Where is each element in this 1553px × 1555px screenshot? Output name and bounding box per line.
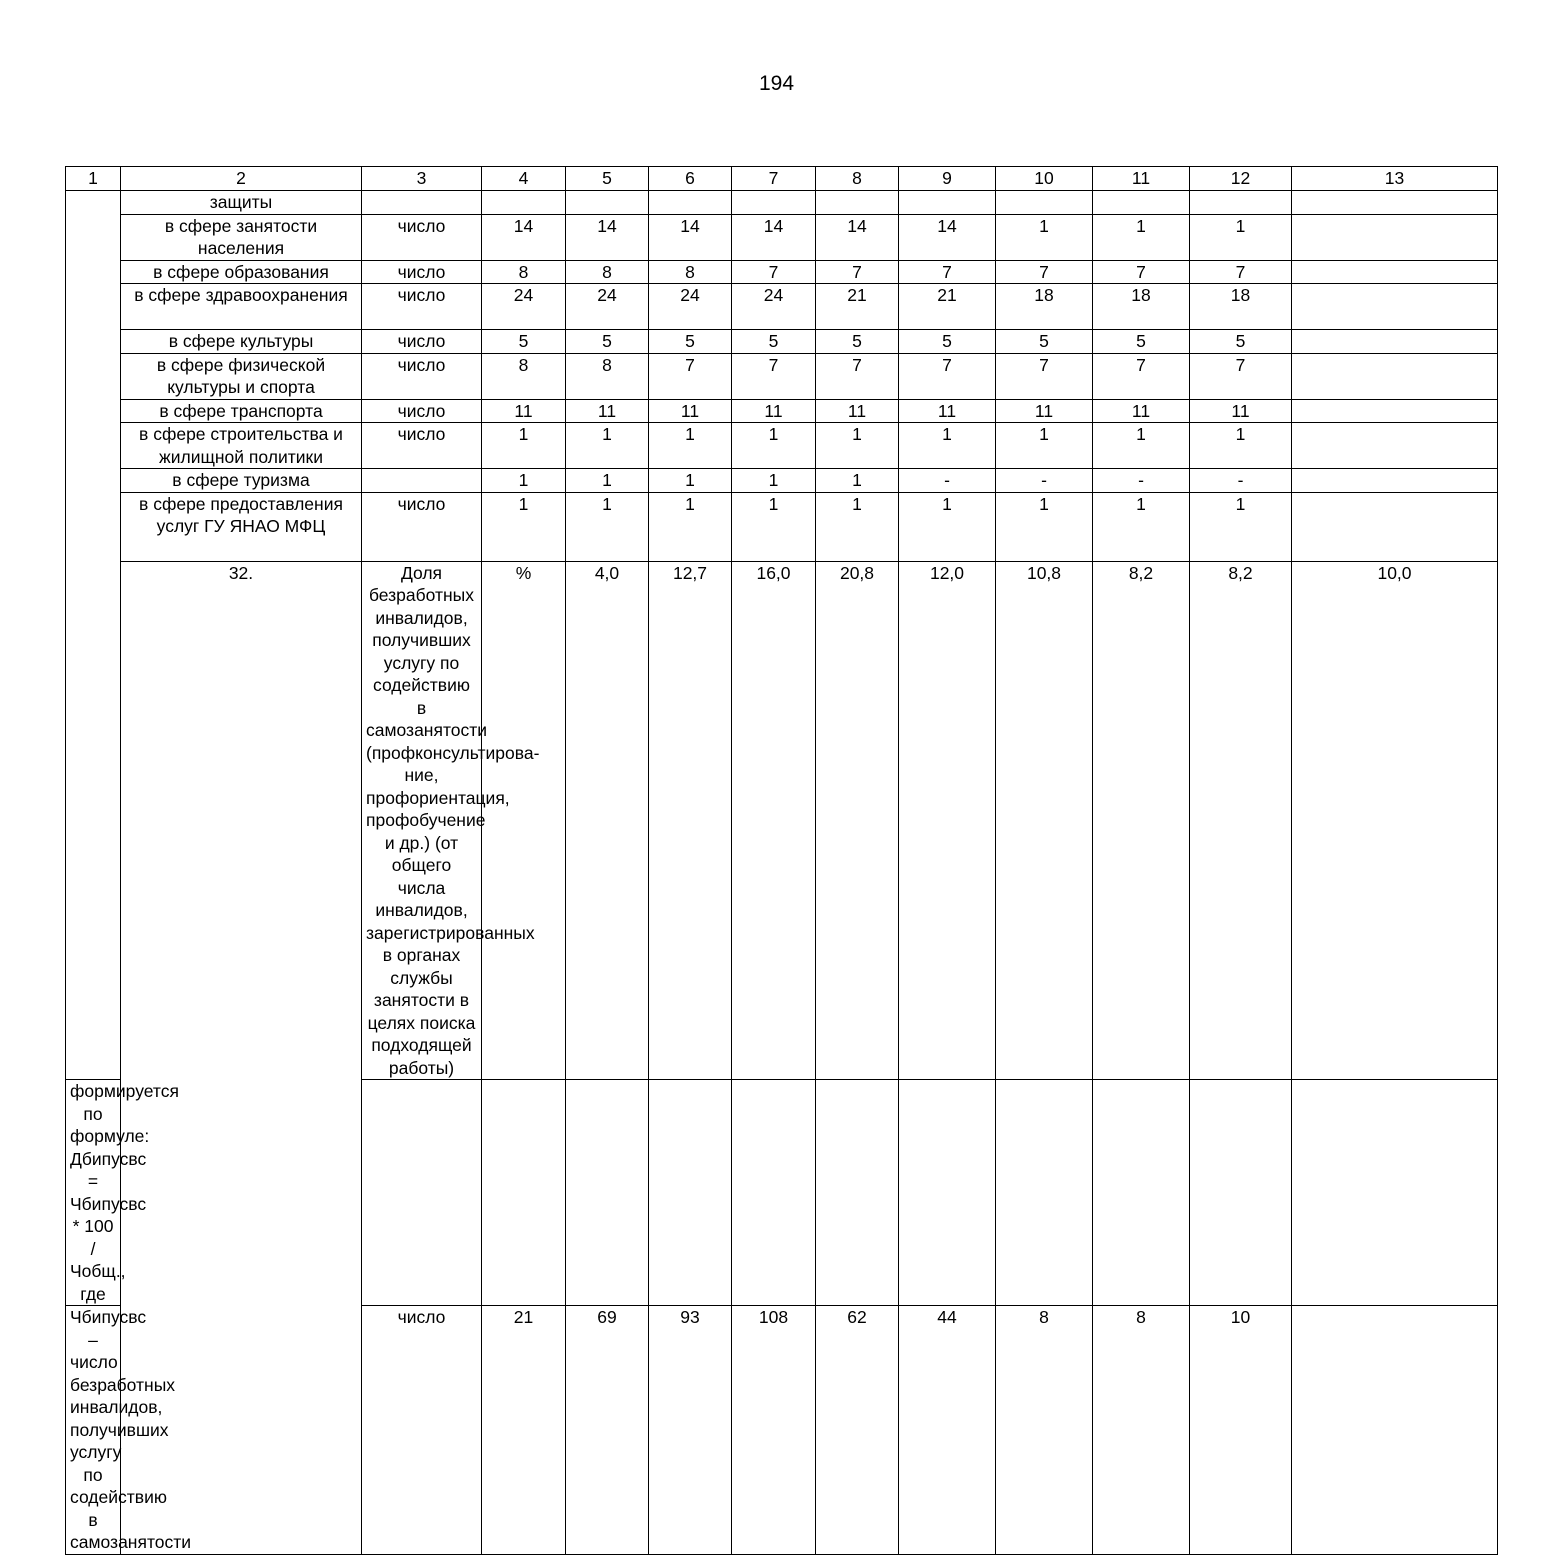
indicator-cell: в сфере предоставления услуг ГУ ЯНАО МФЦ bbox=[121, 492, 362, 561]
responsible-cell bbox=[1292, 492, 1498, 561]
unit-cell bbox=[362, 469, 482, 493]
value-cell: 8 bbox=[996, 1306, 1093, 1555]
table-row bbox=[66, 423, 1498, 469]
value-cell: - bbox=[1093, 469, 1190, 493]
value-cell: 24 bbox=[732, 284, 816, 330]
value-cell bbox=[482, 1080, 566, 1306]
indicators-table bbox=[65, 166, 1498, 1555]
responsible-cell bbox=[1292, 423, 1498, 469]
value-cell: 1 bbox=[566, 423, 649, 469]
indicator-cell: в сфере туризма bbox=[121, 469, 362, 493]
value-cell: 11 bbox=[732, 399, 816, 423]
value-cell bbox=[732, 1080, 816, 1306]
row-number-cell bbox=[66, 190, 121, 1080]
value-cell bbox=[732, 190, 816, 214]
value-cell: 24 bbox=[482, 284, 566, 330]
value-cell: 4,0 bbox=[566, 561, 649, 1080]
table-row bbox=[66, 353, 1498, 399]
value-cell: 5 bbox=[996, 330, 1093, 354]
value-cell bbox=[1093, 1080, 1190, 1306]
table-row bbox=[66, 399, 1498, 423]
value-cell: 11 bbox=[566, 399, 649, 423]
unit-cell: число bbox=[362, 492, 482, 561]
indicator-cell: формируется по формуле: Дбипусвс = Чбипусвс * 100 / Чобщ., где bbox=[66, 1080, 121, 1306]
table-row bbox=[66, 214, 1498, 260]
value-cell: 10,8 bbox=[996, 561, 1093, 1080]
value-cell: 1 bbox=[482, 492, 566, 561]
value-cell: 5 bbox=[566, 330, 649, 354]
column-number: 12 bbox=[1190, 167, 1292, 191]
value-cell: 5 bbox=[899, 330, 996, 354]
indicator-cell: Чбипусвс – число безработных инвалидов, получивших услугу по содействию в самозанятости bbox=[66, 1306, 121, 1555]
column-number: 10 bbox=[996, 167, 1093, 191]
value-cell: - bbox=[899, 469, 996, 493]
unit-cell: число bbox=[362, 353, 482, 399]
indicator-cell: в сфере строительства и жилищной политики bbox=[121, 423, 362, 469]
value-cell: 8,2 bbox=[1093, 561, 1190, 1080]
unit-cell: число bbox=[362, 284, 482, 330]
value-cell: 1 bbox=[1190, 423, 1292, 469]
indicator-cell: Доля безработных инвалидов, получивших услугу по содействию в самозанятости (профконсультирова-ние, профориентация, профобучение и др.) (от общего числа инвалидов, зарегистрированных в органах службы занятости в целях поиска подходящей работы) bbox=[362, 561, 482, 1080]
value-cell: 8 bbox=[1093, 1306, 1190, 1555]
value-cell bbox=[816, 190, 899, 214]
responsible-cell bbox=[1292, 399, 1498, 423]
value-cell: 7 bbox=[732, 353, 816, 399]
responsible-cell bbox=[1292, 1080, 1498, 1306]
indicator-cell: в сфере транспорта bbox=[121, 399, 362, 423]
indicator-cell: в сфере здравоохранения bbox=[121, 284, 362, 330]
indicator-cell: в сфере культуры bbox=[121, 330, 362, 354]
table-row bbox=[66, 561, 1498, 1080]
responsible-cell bbox=[1292, 353, 1498, 399]
value-cell: 1 bbox=[1190, 214, 1292, 260]
value-cell: 11 bbox=[816, 399, 899, 423]
responsible-cell bbox=[1292, 260, 1498, 284]
value-cell: 11 bbox=[1190, 399, 1292, 423]
value-cell bbox=[816, 1080, 899, 1306]
value-cell: 1 bbox=[482, 469, 566, 493]
responsible-cell bbox=[1292, 1306, 1498, 1555]
unit-cell: число bbox=[362, 399, 482, 423]
value-cell: 5 bbox=[1093, 330, 1190, 354]
value-cell bbox=[482, 190, 566, 214]
responsible-cell bbox=[1292, 284, 1498, 330]
value-cell: 14 bbox=[732, 214, 816, 260]
value-cell: 14 bbox=[482, 214, 566, 260]
value-cell: 7 bbox=[996, 260, 1093, 284]
value-cell: 7 bbox=[996, 353, 1093, 399]
value-cell: 12,7 bbox=[649, 561, 732, 1080]
value-cell: 14 bbox=[899, 214, 996, 260]
column-number: 3 bbox=[362, 167, 482, 191]
value-cell: 24 bbox=[566, 284, 649, 330]
value-cell: 7 bbox=[1093, 353, 1190, 399]
table-row bbox=[66, 284, 1498, 330]
value-cell: 7 bbox=[816, 353, 899, 399]
value-cell bbox=[1190, 1080, 1292, 1306]
value-cell: 11 bbox=[899, 399, 996, 423]
value-cell bbox=[1190, 190, 1292, 214]
indicator-cell: в сфере физической культуры и спорта bbox=[121, 353, 362, 399]
value-cell: 21 bbox=[482, 1306, 566, 1555]
indicator-cell: в сфере образования bbox=[121, 260, 362, 284]
value-cell: 20,8 bbox=[816, 561, 899, 1080]
value-cell: 1 bbox=[1093, 492, 1190, 561]
value-cell: 7 bbox=[1190, 353, 1292, 399]
responsible-cell bbox=[1292, 469, 1498, 493]
table-row bbox=[66, 260, 1498, 284]
unit-cell: % bbox=[482, 561, 566, 1080]
value-cell: 1 bbox=[1093, 214, 1190, 260]
value-cell: 5 bbox=[649, 330, 732, 354]
column-number: 1 bbox=[66, 167, 121, 191]
value-cell: 8 bbox=[566, 353, 649, 399]
value-cell: 108 bbox=[732, 1306, 816, 1555]
value-cell: 1 bbox=[649, 469, 732, 493]
value-cell bbox=[649, 1080, 732, 1306]
column-number: 4 bbox=[482, 167, 566, 191]
value-cell: 11 bbox=[482, 399, 566, 423]
value-cell bbox=[1093, 190, 1190, 214]
value-cell: 21 bbox=[899, 284, 996, 330]
responsible-cell bbox=[1292, 214, 1498, 260]
value-cell: 7 bbox=[1093, 260, 1190, 284]
value-cell: 18 bbox=[1093, 284, 1190, 330]
value-cell: 1 bbox=[996, 423, 1093, 469]
row-number-cell: 32. bbox=[121, 561, 362, 1554]
value-cell: 1 bbox=[816, 469, 899, 493]
value-cell: 1 bbox=[996, 214, 1093, 260]
value-cell: 7 bbox=[649, 353, 732, 399]
value-cell: 1 bbox=[566, 492, 649, 561]
value-cell: 8,2 bbox=[1190, 561, 1292, 1080]
value-cell: 1 bbox=[899, 492, 996, 561]
value-cell: 1 bbox=[732, 469, 816, 493]
value-cell bbox=[566, 1080, 649, 1306]
column-number: 6 bbox=[649, 167, 732, 191]
column-number: 5 bbox=[566, 167, 649, 191]
column-number: 13 bbox=[1292, 167, 1498, 191]
value-cell bbox=[996, 190, 1093, 214]
unit-cell: число bbox=[362, 1306, 482, 1555]
value-cell: 7 bbox=[899, 260, 996, 284]
value-cell bbox=[566, 190, 649, 214]
value-cell: 7 bbox=[1190, 260, 1292, 284]
value-cell: 7 bbox=[899, 353, 996, 399]
value-cell: 1 bbox=[816, 492, 899, 561]
value-cell: 1 bbox=[1190, 492, 1292, 561]
value-cell: 5 bbox=[816, 330, 899, 354]
value-cell: 11 bbox=[1093, 399, 1190, 423]
value-cell: 1 bbox=[649, 423, 732, 469]
table-row bbox=[66, 190, 1498, 214]
unit-cell bbox=[362, 190, 482, 214]
value-cell: 5 bbox=[482, 330, 566, 354]
table-row bbox=[66, 330, 1498, 354]
table-row bbox=[66, 492, 1498, 561]
value-cell: 16,0 bbox=[732, 561, 816, 1080]
value-cell: 7 bbox=[816, 260, 899, 284]
value-cell: 8 bbox=[566, 260, 649, 284]
column-number: 7 bbox=[732, 167, 816, 191]
column-number: 9 bbox=[899, 167, 996, 191]
value-cell: - bbox=[996, 469, 1093, 493]
value-cell bbox=[899, 190, 996, 214]
value-cell: 14 bbox=[816, 214, 899, 260]
value-cell: 1 bbox=[899, 423, 996, 469]
table-row bbox=[66, 469, 1498, 493]
page-number: 194 bbox=[758, 72, 795, 95]
value-cell: 69 bbox=[566, 1306, 649, 1555]
value-cell: 44 bbox=[899, 1306, 996, 1555]
unit-cell: число bbox=[362, 330, 482, 354]
value-cell: 1 bbox=[816, 423, 899, 469]
unit-cell: число bbox=[362, 214, 482, 260]
value-cell: 8 bbox=[482, 260, 566, 284]
value-cell: 14 bbox=[566, 214, 649, 260]
unit-cell bbox=[362, 1080, 482, 1306]
value-cell: 21 bbox=[816, 284, 899, 330]
value-cell: 1 bbox=[1093, 423, 1190, 469]
value-cell: 1 bbox=[566, 469, 649, 493]
column-number: 2 bbox=[121, 167, 362, 191]
value-cell: 18 bbox=[996, 284, 1093, 330]
value-cell: 8 bbox=[482, 353, 566, 399]
value-cell: 1 bbox=[482, 423, 566, 469]
value-cell: 24 bbox=[649, 284, 732, 330]
value-cell: 11 bbox=[649, 399, 732, 423]
value-cell: 5 bbox=[732, 330, 816, 354]
value-cell: 12,0 bbox=[899, 561, 996, 1080]
responsible-cell bbox=[1292, 330, 1498, 354]
value-cell: 11 bbox=[996, 399, 1093, 423]
column-number: 8 bbox=[816, 167, 899, 191]
value-cell: 8 bbox=[649, 260, 732, 284]
value-cell: 1 bbox=[732, 423, 816, 469]
value-cell: 93 bbox=[649, 1306, 732, 1555]
column-number-row bbox=[66, 167, 1498, 191]
value-cell: 1 bbox=[732, 492, 816, 561]
value-cell: 5 bbox=[1190, 330, 1292, 354]
unit-cell: число bbox=[362, 260, 482, 284]
value-cell: 10 bbox=[1190, 1306, 1292, 1555]
indicator-cell: в сфере занятости населения bbox=[121, 214, 362, 260]
value-cell: 1 bbox=[649, 492, 732, 561]
responsible-cell bbox=[1292, 190, 1498, 214]
value-cell bbox=[649, 190, 732, 214]
indicator-cell: защиты bbox=[121, 190, 362, 214]
value-cell bbox=[996, 1080, 1093, 1306]
value-cell: 1 bbox=[996, 492, 1093, 561]
value-cell: 18 bbox=[1190, 284, 1292, 330]
column-number: 11 bbox=[1093, 167, 1190, 191]
value-cell: 62 bbox=[816, 1306, 899, 1555]
unit-cell: число bbox=[362, 423, 482, 469]
value-cell bbox=[899, 1080, 996, 1306]
value-cell: 14 bbox=[649, 214, 732, 260]
value-cell: 10,0 bbox=[1292, 561, 1498, 1080]
value-cell: 7 bbox=[732, 260, 816, 284]
value-cell: - bbox=[1190, 469, 1292, 493]
